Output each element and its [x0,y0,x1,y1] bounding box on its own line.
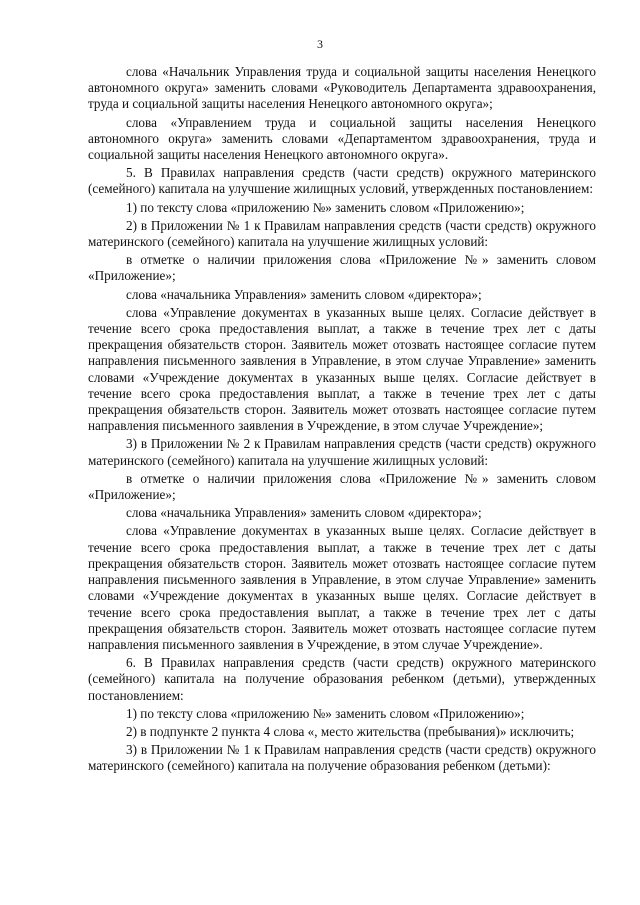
paragraph: в отметке о наличии приложения слова «Приложение №» заменить словом «Приложение»; [88,470,596,503]
paragraph: слова «начальника Управления» заменить словом «директора»; [126,286,482,302]
paragraph: 1) по тексту слова «приложению №» заменить словом «Приложению»; [126,199,525,215]
paragraph: слова «Управление документах в указанных выше целях. Согласие действует в течение всего срока предоставления выплат, а также в течение трех лет с даты прекращения обязательств сторон. Заявитель может отозвать настоящее согласие путем направления письменного заявления в Управление, в этом случае Управление» заменить словами «Учреждение документах в указанных выше целях. Согласие действует в течение всего срока предоставления выплат, а также в течение трех лет с даты прекращения обязательств сторон. Заявитель может отозвать настоящее согласие путем направления письменного заявления в Учреждение, в этом случае Учреждение»; [88,304,596,434]
paragraph: 1) по тексту слова «приложению №» заменить словом «Приложению»; [126,705,525,721]
paragraph: 3) в Приложении № 1 к Правилам направления средств (части средств) окружного материнского (семейного) капитала на получение образования ребенком (детьми): [88,742,596,774]
paragraph: слова «Начальник Управления труда и социальной защиты населения Ненецкого автономного округа» заменить словами «Руководитель Департамента здравоохранения, труда и социальной защиты населения Ненецкого автономного округа»; [88,64,596,112]
paragraph: слова «Управление документах в указанных выше целях. Согласие действует в течение всего срока предоставления выплат, а также в течение трех лет с даты прекращения обязательств сторон. Заявитель может отозвать настоящее согласие путем направления письменного заявления в Управление, в этом случае Управление» заменить словами «Учреждение документах в указанных выше целях. Согласие действует в течение всего срока предоставления выплат, а также в течение трех лет с даты прекращения обязательств сторон. Заявитель может отозвать настоящее согласие путем направления письменного заявления в Учреждение, в этом случае Учреждение». [88,523,596,652]
paragraph: 6. В Правилах направления средств (части средств) окружного материнского (семейного) капитала на получение образования ребенком (детьми), утвержденных постановлением: [88,655,596,703]
paragraph: в отметке о наличии приложения слова «Приложение №» заменить словом «Приложение»; [88,252,596,284]
document-body [88,64,596,777]
paragraph: 3) в Приложении № 2 к Правилам направления средств (части средств) окружного материнского (семейного) капитала на улучшение жилищных условий: [88,436,596,468]
paragraph: 2) в подпункте 2 пункта 4 слова «, место жительства (пребывания)» исключить; [126,723,575,739]
paragraph: слова «Управлением труда и социальной защиты населения Ненецкого автономного округа» заменить словами «Департаментом здравоохранения, труда и социальной защиты населения Ненецкого автономного округа». [88,114,596,163]
page-number: 3 [317,37,323,51]
paragraph: слова «начальника Управления» заменить словом «директора»; [126,505,482,521]
paragraph: 2) в Приложении № 1 к Правилам направления средств (части средств) окружного материнского (семейного) капитала на улучшение жилищных условий: [88,217,596,250]
paragraph: 5. В Правилах направления средств (части средств) окружного материнского (семейного) капитала на улучшение жилищных условий, утвержденных постановлением: [88,165,596,197]
